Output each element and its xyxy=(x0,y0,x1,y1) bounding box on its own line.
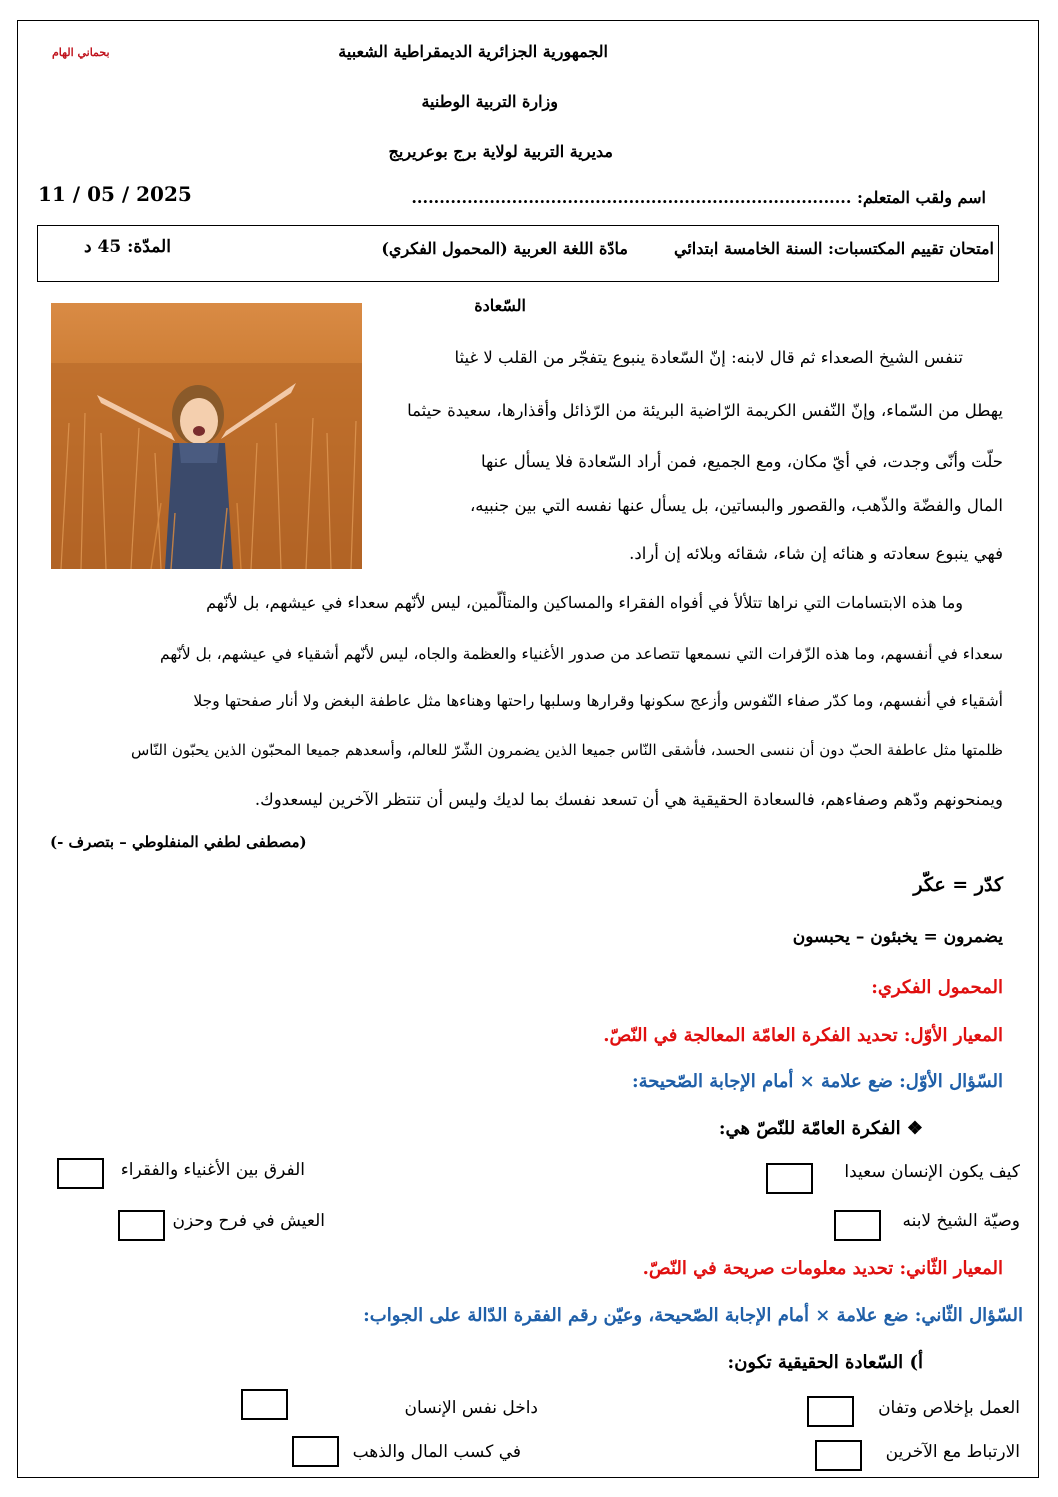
criterion-1: المعيار الأوّل: تحديد الفكرة العامّة المعالجة في النّصّ. xyxy=(603,1025,1003,1046)
q2-option-4-checkbox[interactable] xyxy=(292,1436,339,1467)
text-line-7: سعداء في أنفسهم، وما هذه الزّفرات التي نسمعها تتصاعد من صدور الأغنياء والعظمة والجاه، ليس لأنّهم أشقياء في عيشهم، بل لأنّهم xyxy=(160,645,1003,663)
q1-option-2: الفرق بين الأغنياء والفقراء xyxy=(120,1160,305,1180)
text-source: (مصطفى لطفي المنفلوطي – بتصرف -) xyxy=(50,833,307,851)
question-2-prompt xyxy=(728,1352,923,1373)
q1-option-1: كيف يكون الإنسان سعيدا xyxy=(844,1162,1020,1182)
question-1-prompt xyxy=(719,1118,923,1139)
q2-option-3: الارتباط مع الآخرين xyxy=(885,1442,1020,1462)
student-name-field: اسم ولقب المتعلم: ............................................................................... xyxy=(411,188,986,207)
text-line-5: فهي ينبوع سعادته و هنائه إن شاء، شقائه وبلائه إن أراد. xyxy=(629,544,1003,563)
text-line-1: تنفس الشيخ الصعداء ثم قال لابنه: إنّ السّعادة ينبوع يتفجّر من القلب لا غيثا xyxy=(454,348,963,367)
q2-option-1-checkbox[interactable] xyxy=(807,1396,854,1427)
directorate-title: مديرية التربية لولاية برج بوعريريج xyxy=(388,142,613,161)
exam-subject: مادّة اللغة العربية (المحمول الفكري) xyxy=(381,239,628,258)
text-line-4: المال والفضّة والذّهب، والقصور والبساتين، بل يسأل عنها نفسه التي بين جنبيه، xyxy=(469,496,1003,515)
exam-duration: المدّة: 45 د xyxy=(84,237,171,257)
question-2-letter: أ) xyxy=(909,1352,923,1373)
q1-option-2-checkbox[interactable] xyxy=(57,1158,104,1189)
q1-option-3: وصيّة الشيخ لابنه xyxy=(902,1211,1020,1231)
teacher-stamp: بحماني الهام xyxy=(52,46,110,59)
question-2-prompt-text: السّعادة الحقيقية تكون: xyxy=(727,1352,904,1373)
vocab-line-2: يضمرون = يخبئون – يحبسون xyxy=(792,927,1003,947)
vocab-line-1: كدّر = عكّر xyxy=(913,874,1003,896)
question-2: السّؤال الثّاني: ضع علامة × أمام الإجابة الصّحيحة، وعيّن رقم الفقرة الدّالة على الجواب: xyxy=(363,1305,1023,1326)
q1-option-3-checkbox[interactable] xyxy=(834,1210,881,1241)
question-1-prompt-text: الفكرة العامّة للنّصّ هي: xyxy=(718,1118,901,1139)
text-line-8: أشقياء في أنفسهم، وما كدّر صفاء النّفوس وأزعج سكونها وقرارها وسلبها راحتها وهناءها مثل عاطفة البغض ولا أنار صفحتها وجلا xyxy=(193,692,1003,710)
question-1: السّؤال الأوّل: ضع علامة × أمام الإجابة الصّحيحة: xyxy=(631,1071,1003,1092)
exam-info-box xyxy=(37,225,999,282)
text-line-9: ظلمتها مثل عاطفة الحبّ دون أن ننسى الحسد، فأشقى النّاس جميعا الذين يضمرون الشّرّ للعالم، وأسعدهم جميعا المحبّون الذين يحبّون النّاس xyxy=(130,741,1003,759)
section-title: المحمول الفكري: xyxy=(871,977,1003,998)
text-title: السّعادة xyxy=(474,296,526,315)
text-line-2: يهطل من السّماء، وإنّ النّفس الكريمة الرّاضية البريئة من الرّذائل وأقذارها، سعيدة حيثما xyxy=(407,401,1003,420)
q2-option-1: العمل بإخلاص وتفان xyxy=(878,1398,1020,1418)
q1-option-1-checkbox[interactable] xyxy=(766,1163,813,1194)
diamond-bullet-icon: ❖ xyxy=(906,1118,923,1139)
exam-date: 11 / 05 / 2025 xyxy=(38,182,192,206)
ministry-title: وزارة التربية الوطنية xyxy=(421,92,558,111)
criterion-2: المعيار الثّاني: تحديد معلومات صريحة في النّصّ. xyxy=(642,1258,1003,1279)
q2-option-4: في كسب المال والذهب xyxy=(352,1442,521,1462)
q1-option-4: العيش في فرح وحزن xyxy=(172,1211,325,1231)
republic-title: الجمهورية الجزائرية الديمقراطية الشعبية xyxy=(338,42,608,61)
text-line-10: ويمنحونهم ودّهم وصفاءهم، فالسعادة الحقيقية هي أن تسعد نفسك بما لديك وليس أن تنتظر الآخرين ليسعدوك. xyxy=(254,790,1003,809)
q2-option-2-checkbox[interactable] xyxy=(241,1389,288,1420)
girl-in-wheat-field-image xyxy=(51,303,362,569)
q2-option-3-checkbox[interactable] xyxy=(815,1440,862,1471)
exam-title: امتحان تقييم المكتسبات: السنة الخامسة ابتدائي xyxy=(674,239,994,258)
text-line-3: حلّت وأنّى وجدت، في أيّ مكان، ومع الجميع، فمن أراد السّعادة فلا يسأل عنها xyxy=(481,452,1003,471)
q2-option-2: داخل نفس الإنسان xyxy=(404,1398,538,1418)
text-line-6: وما هذه الابتسامات التي نراها تتلألأ في أفواه الفقراء والمساكين والمتألّمين، ليس لأنّهم سعداء في عيشهم، بل لأنّهم xyxy=(206,593,963,612)
q1-option-4-checkbox[interactable] xyxy=(118,1210,165,1241)
